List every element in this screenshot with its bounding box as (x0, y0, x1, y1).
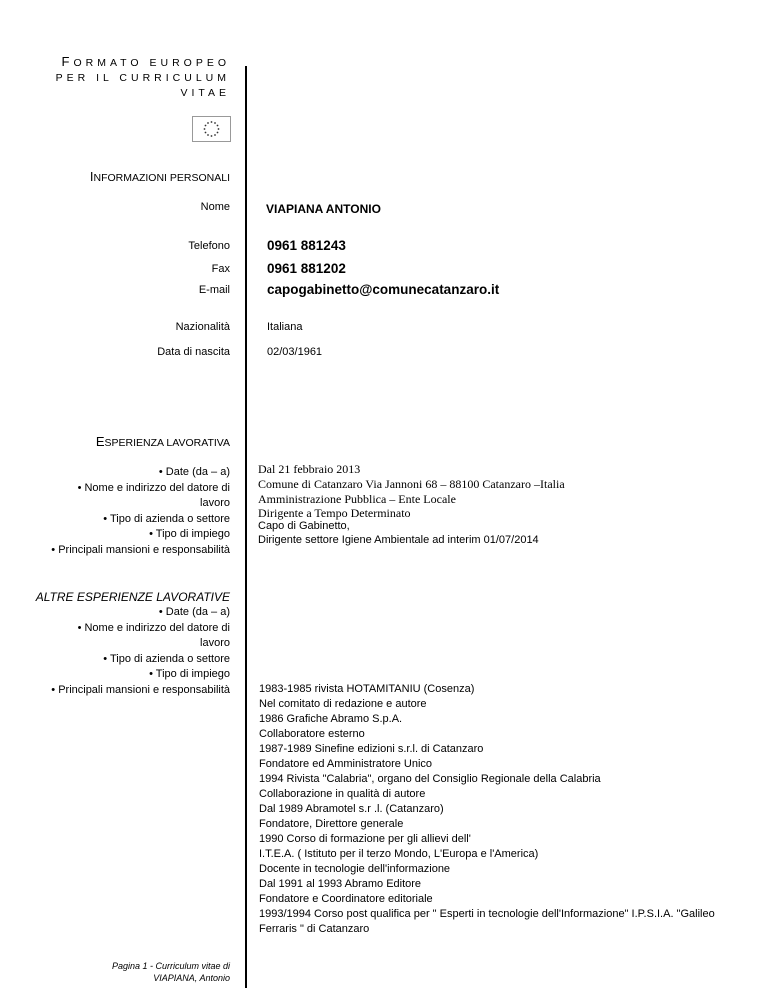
list-item: 1983-1985 rivista HOTAMITANIU (Cosenza) (259, 683, 475, 695)
list-item: I.T.E.A. ( Istituto per il terzo Mondo, L'Europa e l'America) (259, 848, 539, 860)
list-item: Docente in tecnologie dell'informazione (259, 863, 451, 875)
experience-sector: Amministrazione Pubblica – Ente Locale (258, 491, 456, 506)
birthdate-value: 02/03/1961 (267, 346, 323, 358)
list-item: Fondatore ed Amministratore Unico (259, 758, 433, 770)
label-position-type: • Tipo di impiego (149, 668, 230, 680)
phone-value: 0961 881243 (267, 238, 346, 253)
label-sector: • Tipo di azienda o settore (103, 652, 230, 665)
email-label: E-mail (198, 284, 230, 296)
label-date: • Date (da – a) (158, 606, 230, 618)
title-line-3: VITAE (180, 87, 230, 99)
other-experience-labels (30, 605, 230, 698)
label-duties: • Principali mansioni e responsabilità (51, 543, 230, 556)
title-line-1: FORMATO EUROPEO (61, 54, 230, 69)
phone-label: Telefono (188, 240, 230, 252)
label-employer: • Nome e indirizzo del datore di (77, 481, 230, 494)
nationality-label: Nazionalità (175, 321, 230, 333)
list-item: Nel comitato di redazione e autore (259, 698, 427, 710)
experience-position: Dirigente a Tempo Determinato (258, 506, 411, 521)
list-item: Collaboratore esterno (259, 728, 365, 740)
birthdate-label: Data di nascita (157, 346, 230, 358)
email-value: capogabinetto@comunecatanzaro.it (267, 282, 500, 297)
experience-values (258, 462, 565, 521)
experience-duties (258, 519, 539, 547)
experience-date: Dal 21 febbraio 2013 (258, 462, 361, 476)
experience-employer: Comune di Catanzaro Via Jannoni 68 – 88100 Catanzaro –Italia (258, 476, 565, 491)
fax-label: Fax (211, 263, 230, 275)
list-item: 1994 Rivista "Calabria", organo del Consiglio Regionale della Calabria (259, 773, 601, 785)
nationality-value: Italiana (267, 321, 303, 333)
section-work-experience: ESPERIENZA LAVORATIVA (95, 434, 230, 449)
duty-line: Capo di Gabinetto, (258, 520, 350, 532)
list-item: 1993/1994 Corso post qualifica per " Esperti in tecnologie dell'Informazione" I.P.S.I.A. "Galileo (259, 908, 715, 920)
list-item: 1987-1989 Sinefine edizioni s.r.l. di Catanzaro (259, 743, 484, 755)
column-divider (245, 66, 247, 988)
footer-line-1: Pagina 1 - Curriculum vitae di (111, 961, 230, 971)
list-item: Ferraris " di Catanzaro (259, 923, 370, 935)
section-personal-info: INFORMAZIONI PERSONALI (89, 169, 230, 184)
label-employer-cont: lavoro (200, 637, 230, 649)
name-label: Nome (200, 201, 230, 213)
list-item: Collaborazione in qualità di autore (259, 788, 426, 800)
fax-value: 0961 881202 (267, 261, 346, 276)
footer-line-2: VIAPIANA, Antonio (153, 973, 230, 983)
page-footer (112, 960, 230, 984)
name-value: VIAPIANA ANTONIO (266, 202, 381, 216)
list-item: Fondatore e Coordinatore editoriale (259, 893, 433, 905)
other-experience-list (259, 682, 715, 937)
label-duties: • Principali mansioni e responsabilità (51, 683, 230, 696)
label-sector: • Tipo di azienda o settore (103, 512, 230, 525)
label-employer-cont: lavoro (200, 497, 230, 509)
experience-labels (30, 465, 230, 558)
list-item: Dal 1991 al 1993 Abramo Editore (259, 878, 422, 890)
list-item: 1986 Grafiche Abramo S.p.A. (259, 713, 403, 725)
label-date: • Date (da – a) (158, 466, 230, 478)
eu-flag-logo (192, 116, 231, 142)
label-employer: • Nome e indirizzo del datore di (77, 621, 230, 634)
duty-line: Dirigente settore Igiene Ambientale ad interim 01/07/2014 (258, 534, 539, 546)
section-other-experience: ALTRE ESPERIENZE LAVORATIVE (35, 590, 230, 604)
label-position-type: • Tipo di impiego (149, 528, 230, 540)
list-item: 1990 Corso di formazione per gli allievi dell' (259, 833, 471, 845)
list-item: Dal 1989 Abramotel s.r .l. (Catanzaro) (259, 803, 444, 815)
list-item: Fondatore, Direttore generale (259, 818, 404, 830)
cv-title (56, 55, 230, 100)
title-line-2: PER IL CURRICULUM (55, 72, 230, 84)
